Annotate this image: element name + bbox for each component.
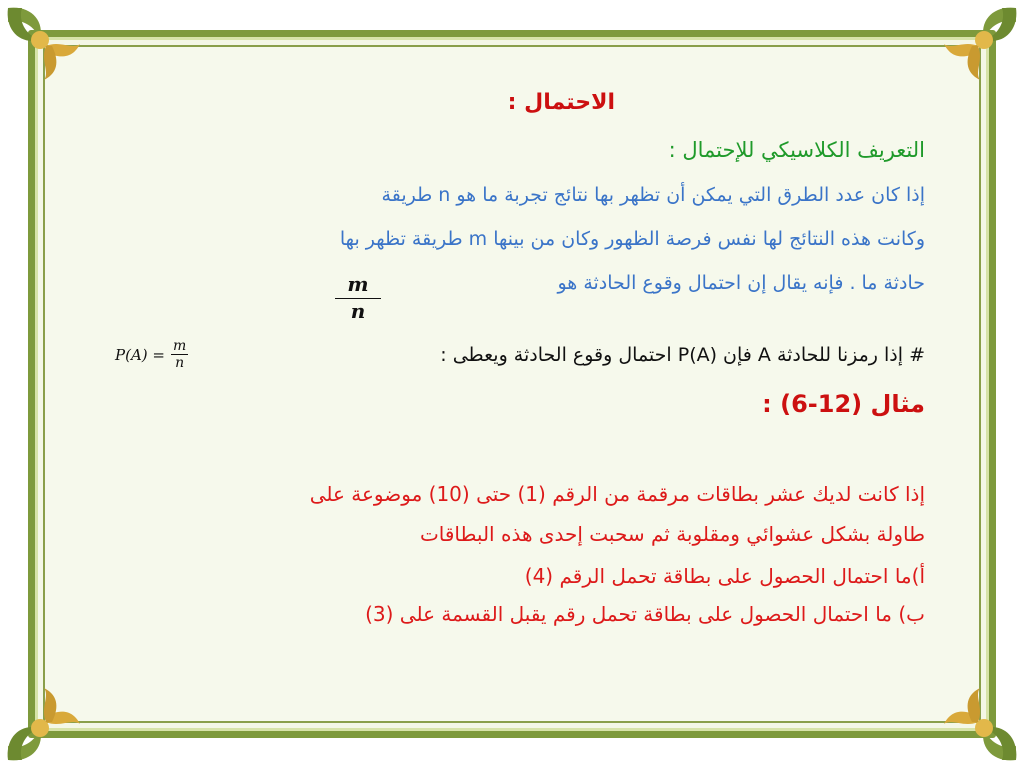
- notation-line: # إذا رمزنا للحادثة A فإن P(A) احتمال وقوع الحادثة ويعطى :: [440, 344, 925, 366]
- formula-fraction: [171, 338, 188, 371]
- floral-ornament-icon: [934, 0, 1024, 90]
- formula-denominator: n: [175, 355, 185, 371]
- definition-line-1: إذا كان عدد الطرق التي يمكن أن تظهر بها نتائج تجربة ما هو n طريقة: [381, 184, 925, 206]
- probability-formula: [115, 338, 188, 371]
- slide-frame: [28, 30, 996, 738]
- example-heading: مثال (12-6) :: [762, 390, 925, 418]
- probability-fraction: [335, 272, 381, 323]
- fraction-denominator: n: [350, 299, 366, 323]
- formula-lhs: P(A) =: [115, 345, 165, 364]
- example-line-2: طاولة بشكل عشوائي ومقلوبة ثم سحبت إحدى هذه البطاقات: [419, 522, 925, 546]
- floral-ornament-icon: [0, 678, 90, 768]
- floral-ornament-icon: [934, 678, 1024, 768]
- definition-line-3: حادثة ما . فإنه يقال إن احتمال وقوع الحادثة هو: [557, 272, 925, 294]
- definition-heading: التعريف الكلاسيكي للإحتمال :: [668, 138, 925, 162]
- example-question-b: ب) ما احتمال الحصول على بطاقة تحمل رقم يقبل القسمة على (3): [365, 602, 925, 626]
- slide-title: الاحتمال :: [507, 90, 615, 115]
- floral-ornament-icon: [0, 0, 90, 90]
- example-line-1: إذا كانت لديك عشر بطاقات مرقمة من الرقم (1) حتى (10) موضوعة على: [309, 482, 925, 506]
- formula-numerator: m: [172, 338, 187, 354]
- definition-line-2: وكانت هذه النتائج لها نفس فرصة الظهور وكان من بينها m طريقة تظهر بها: [339, 228, 925, 250]
- fraction-numerator: m: [335, 272, 381, 299]
- example-question-a: أ)ما احتمال الحصول على بطاقة تحمل الرقم (4): [524, 564, 925, 588]
